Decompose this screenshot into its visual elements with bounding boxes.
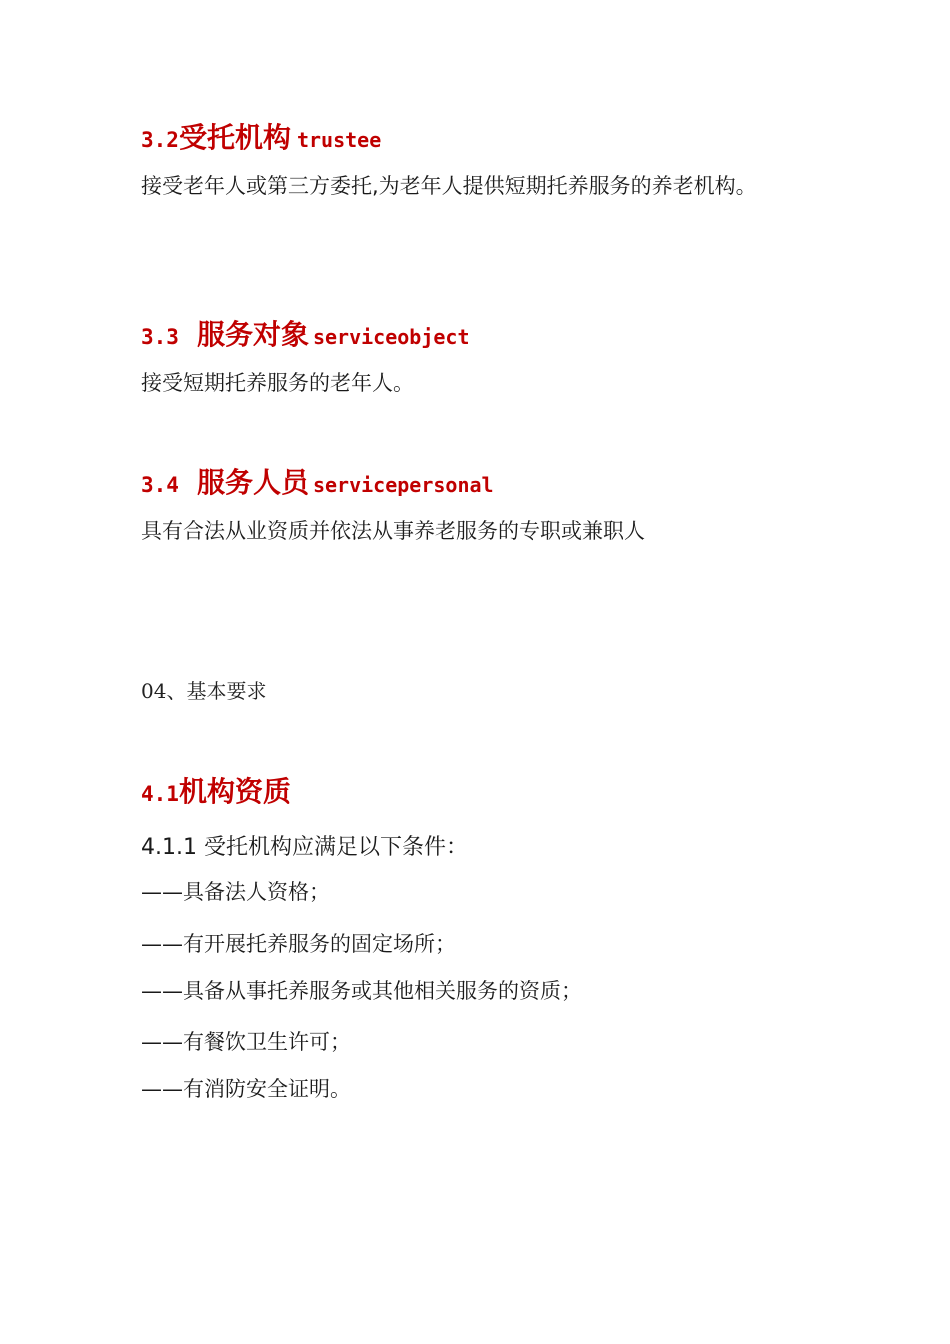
section-definition-3-2: 接受老年人或第三方委托,为老年人提供短期托养服务的养老机构。 xyxy=(141,174,757,198)
subsection-heading-4-1 xyxy=(141,770,291,810)
requirement-item: ——有开展托养服务的固定场所； xyxy=(141,932,456,956)
section-heading-3-2 xyxy=(141,116,381,156)
section-number: 3.4 xyxy=(141,473,179,497)
section-title: 受托机构 xyxy=(178,121,291,154)
section-definition-3-4: 具有合法从业资质并依法从事养老服务的专职或兼职人 xyxy=(141,519,645,543)
requirement-item: ——具备法人资格； xyxy=(141,880,330,904)
requirement-item: ——有餐饮卫生许可； xyxy=(141,1030,351,1054)
section-english-term: serviceobject xyxy=(312,325,470,349)
section-title: 服务人员 xyxy=(196,466,309,499)
section-english-term: trustee xyxy=(296,128,382,152)
subsection-number: 4.1 xyxy=(141,782,179,806)
subsection-title: 机构资质 xyxy=(178,775,291,808)
section-heading-3-4 xyxy=(141,461,494,501)
requirement-item: ——具备从事托养服务或其他相关服务的资质； xyxy=(141,979,582,1003)
chapter-label: 04、基本要求 xyxy=(141,679,267,703)
section-title: 服务对象 xyxy=(196,318,309,351)
section-english-term: servicepersonal xyxy=(312,473,494,497)
requirements-title: 4.1.1 受托机构应满足以下条件： xyxy=(141,835,468,860)
section-number: 3.2 xyxy=(141,128,179,152)
section-definition-3-3: 接受短期托养服务的老年人。 xyxy=(141,371,414,395)
section-number: 3.3 xyxy=(141,325,179,349)
section-heading-3-3 xyxy=(141,313,470,353)
requirement-item: ——有消防安全证明。 xyxy=(141,1077,351,1101)
